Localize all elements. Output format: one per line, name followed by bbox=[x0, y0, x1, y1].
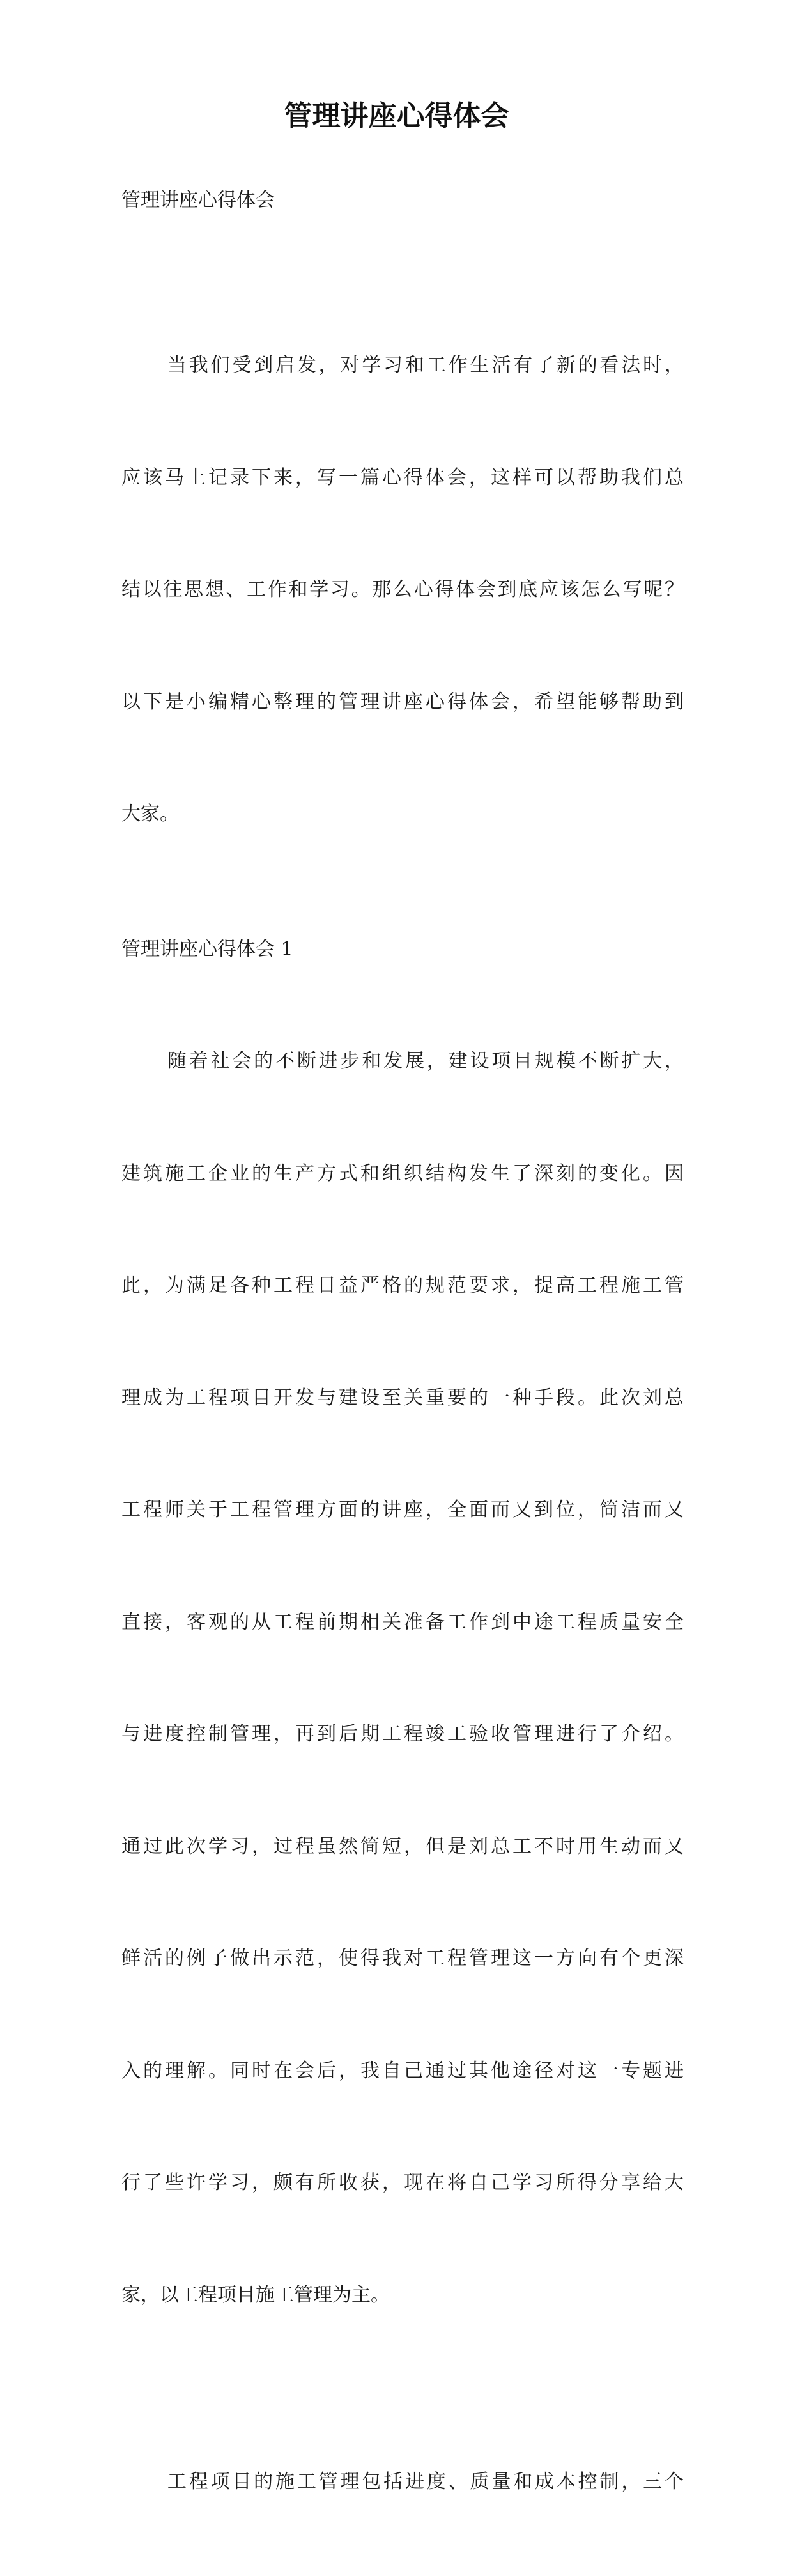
intro-paragraph bbox=[121, 272, 684, 908]
text-line: 直接，客观的从工程前期相关准备工作到中途工程质量安全 bbox=[121, 1610, 684, 1633]
text-line: 以下是小编精心整理的管理讲座心得体会，希望能够帮助到 bbox=[121, 690, 684, 713]
text-line: 与进度控制管理，再到后期工程竣工验收管理进行了介绍。 bbox=[121, 1723, 684, 1745]
text-line: 理成为工程项目开发与建设至关重要的一种手段。此次刘总 bbox=[121, 1386, 684, 1409]
blank-line bbox=[121, 220, 684, 258]
section-paragraph bbox=[121, 2389, 684, 2576]
blank-line bbox=[121, 908, 684, 931]
document-subtitle: 管理讲座心得体会 bbox=[121, 189, 275, 212]
document-title: 管理讲座心得体会 bbox=[284, 100, 509, 132]
text-line: 结以往思想、工作和学习。那么心得体会到底应该怎么写呢？ bbox=[121, 578, 684, 601]
document-body bbox=[121, 182, 684, 2576]
section-heading: 管理讲座心得体会 1 bbox=[121, 937, 293, 960]
text-line: 应该马上记录下来，写一篇心得体会，这样可以帮助我们总 bbox=[121, 466, 684, 489]
text-line: 入的理解。同时在会后，我自己通过其他途径对这一专题进 bbox=[121, 2059, 684, 2082]
text-line: 鲜活的例子做出示范，使得我对工程管理这一方向有个更深 bbox=[121, 1947, 684, 1970]
text-line: 随着社会的不断进步和发展，建设项目规模不断扩大， bbox=[165, 1050, 684, 1072]
text-line: 此，为满足各种工程日益严格的规范要求，提高工程施工管 bbox=[121, 1274, 684, 1297]
text-line: 家，以工程项目施工管理为主。 bbox=[121, 2283, 390, 2306]
section-paragraph bbox=[121, 968, 684, 2389]
text-line: 工程项目的施工管理包括进度、质量和成本控制，三个 bbox=[165, 2471, 684, 2493]
text-line: 工程师关于工程管理方面的讲座，全面而又到位，简洁而又 bbox=[121, 1499, 684, 1521]
text-line: 当我们受到启发，对学习和工作生活有了新的看法时， bbox=[165, 354, 684, 376]
text-line: 大家。 bbox=[121, 803, 179, 825]
text-line: 通过此次学习，过程虽然简短，但是刘总工不时用生动而又 bbox=[121, 1835, 684, 1858]
text-line: 建筑施工企业的生产方式和组织结构发生了深刻的变化。因 bbox=[121, 1162, 684, 1185]
text-line: 行了些许学习，颇有所收获，现在将自己学习所得分享给大 bbox=[121, 2171, 684, 2194]
